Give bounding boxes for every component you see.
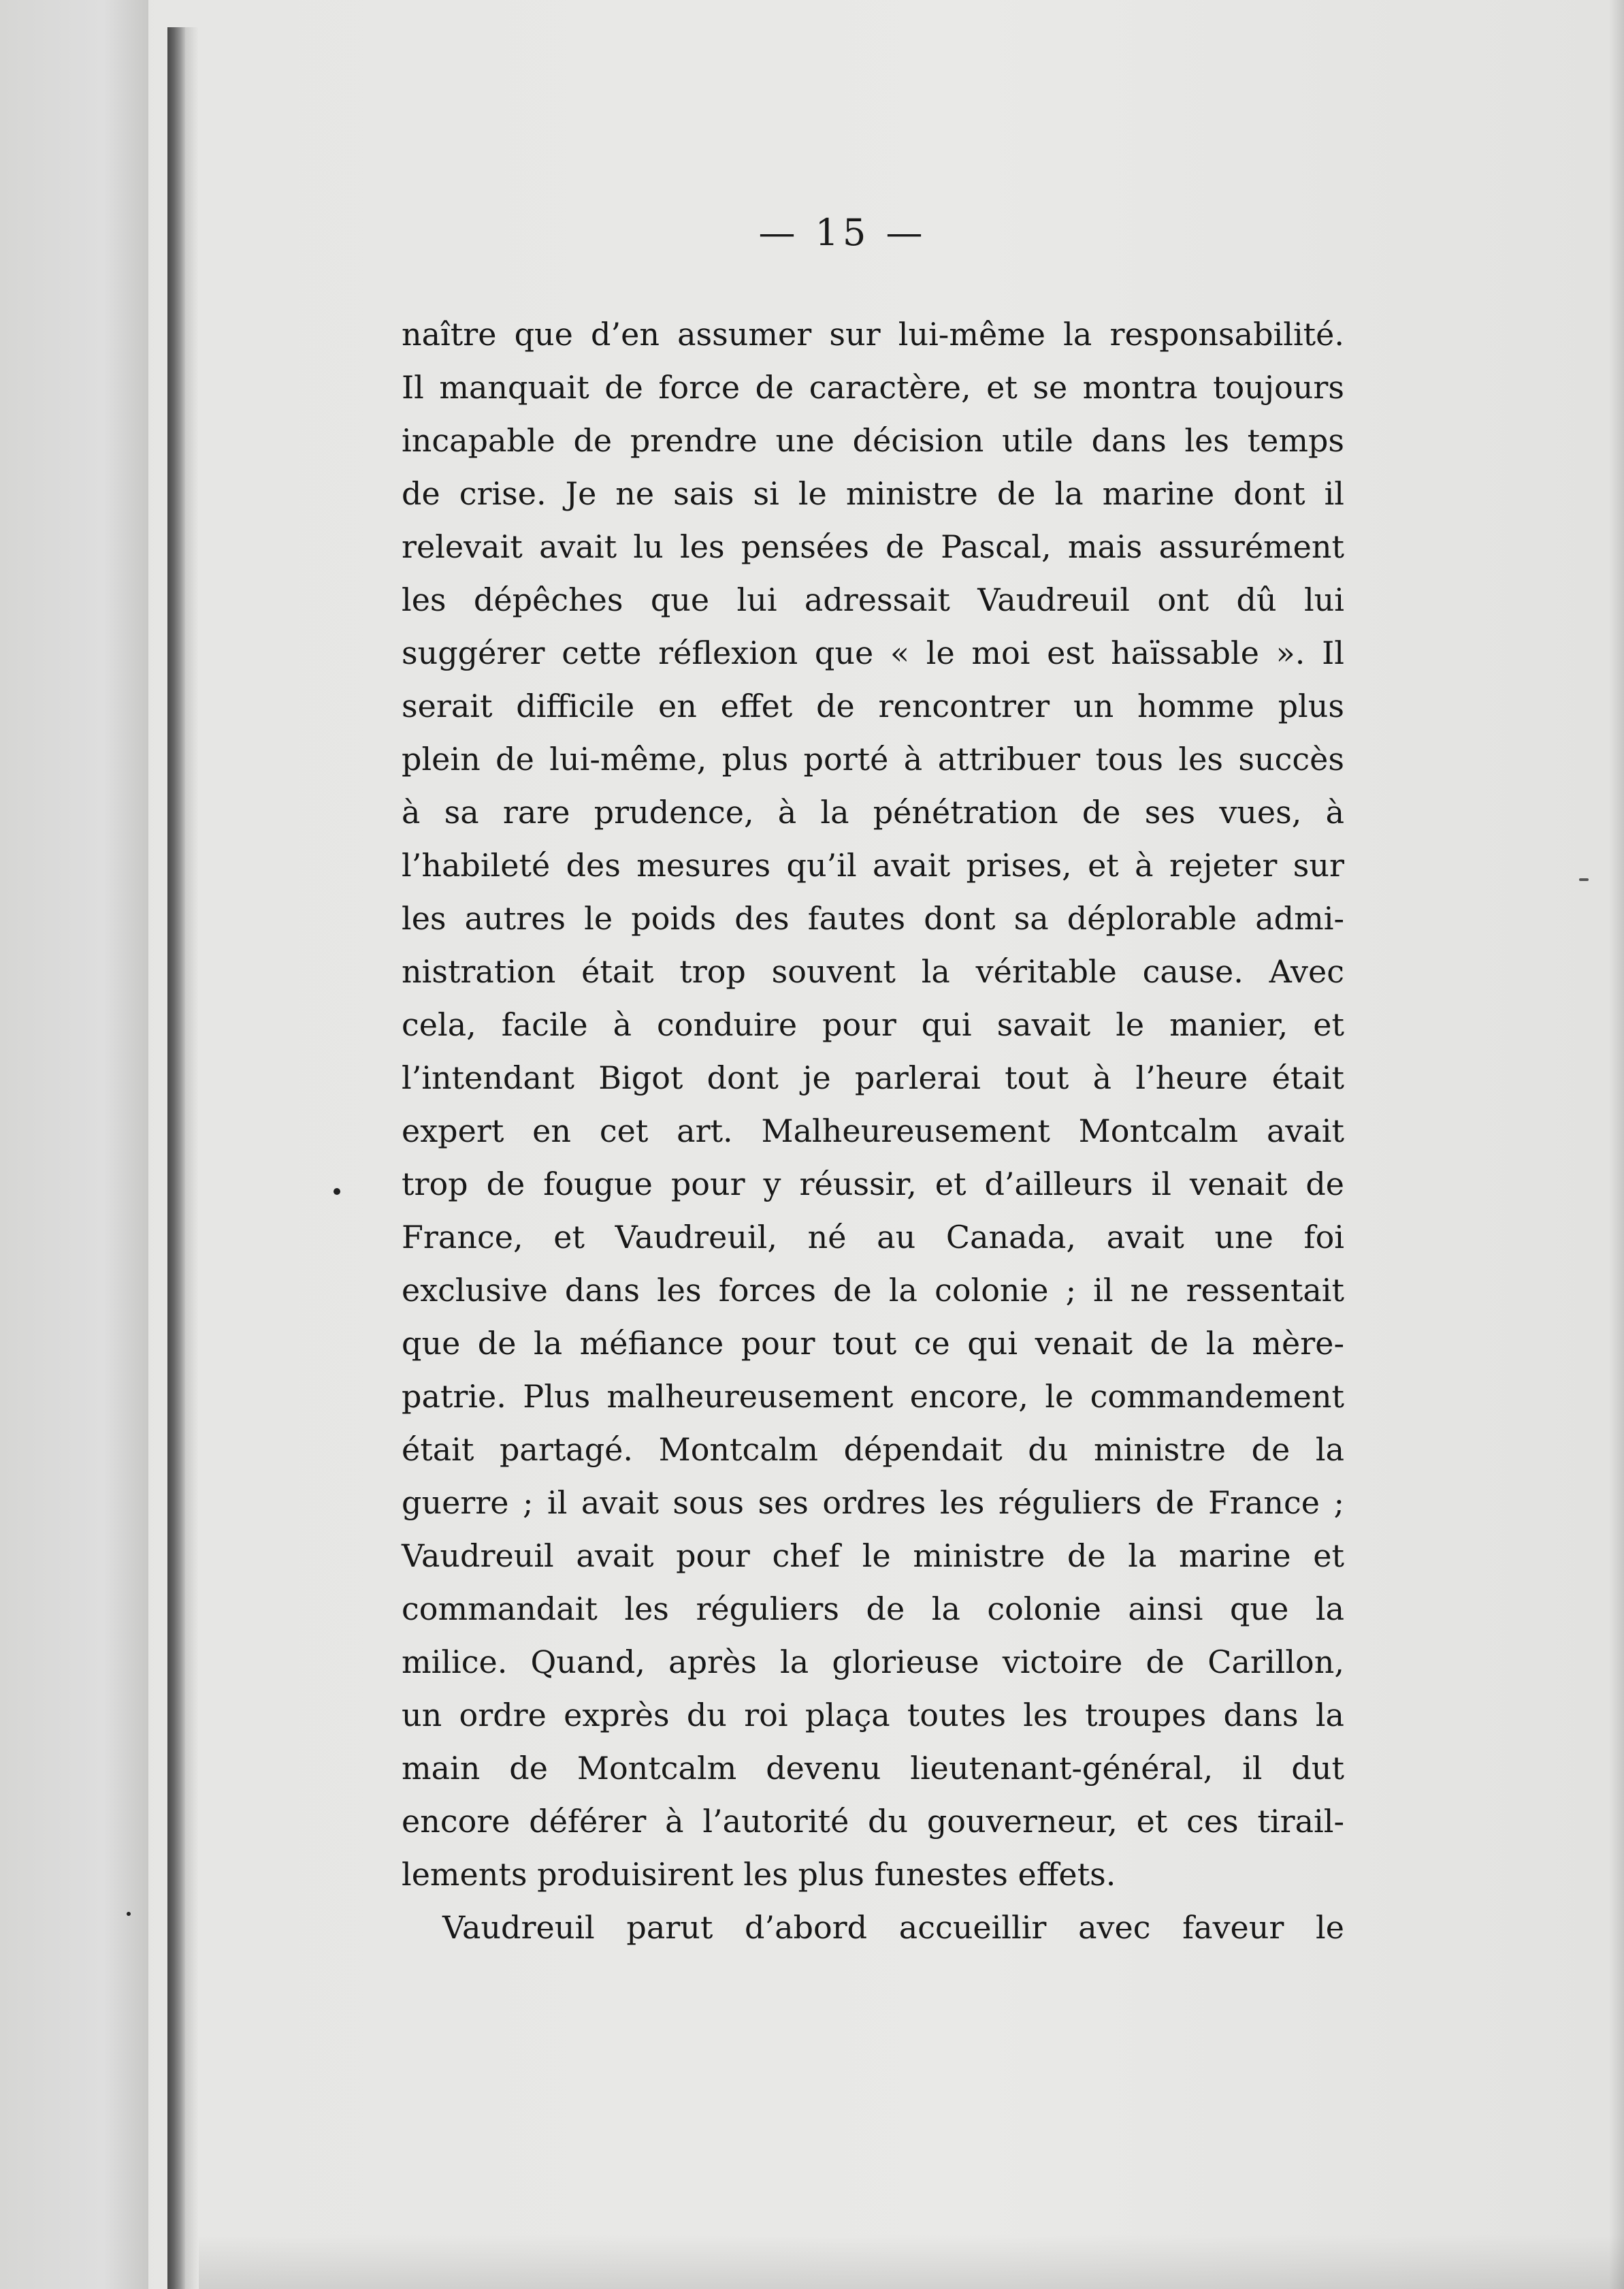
text-line: cela, facile à conduire pour qui savait le manier, et: [402, 1006, 1344, 1043]
text-line: France, et Vaudreuil, né au Canada, avait une foi: [402, 1219, 1344, 1255]
text-line: l’habileté des mesures qu’il avait prises, et à rejeter sur: [402, 847, 1344, 884]
ink-speck: [334, 1188, 340, 1195]
text-line: suggérer cette réflexion que « le moi est haïssable ». Il: [402, 635, 1344, 671]
paragraph-start-line: Vaudreuil parut d’abord accueillir avec faveur le: [442, 1909, 1344, 1946]
text-line: commandait les réguliers de la colonie ainsi que la: [402, 1590, 1344, 1627]
text-line: était partagé. Montcalm dépendait du ministre de la: [402, 1431, 1344, 1468]
text-line: Il manquait de force de caractère, et se montra toujours: [402, 369, 1344, 406]
text-line: les autres le poids des fautes dont sa déplorable admi-: [402, 900, 1344, 937]
binding-shadow: [185, 27, 199, 2289]
page-number: — 15 —: [758, 211, 927, 254]
text-line: plein de lui-même, plus porté à attribuer tous les succès: [402, 741, 1344, 778]
text-line: que de la méfiance pour tout ce qui venait de la mère-: [402, 1325, 1344, 1362]
text-line: exclusive dans les forces de la colonie ; il ne ressentait: [402, 1272, 1344, 1309]
text-line: patrie. Plus malheureusement encore, le commandement: [402, 1378, 1344, 1415]
text-line: l’intendant Bigot dont je parlerai tout à l’heure était: [402, 1059, 1344, 1096]
text-line: de crise. Je ne sais si le ministre de la marine dont il: [402, 475, 1344, 512]
ink-speck: [1579, 878, 1589, 881]
text-line: relevait avait lu les pensées de Pascal, mais assurément: [402, 528, 1344, 565]
binding-edge: [167, 27, 185, 2289]
text-line: milice. Quand, après la glorieuse victoire de Carillon,: [402, 1644, 1344, 1680]
text-line: serait difficile en effet de rencontrer un homme plus: [402, 688, 1344, 724]
text-line: main de Montcalm devenu lieutenant-général, il dut: [402, 1750, 1344, 1787]
text-line: encore déférer à l’autorité du gouverneur, et ces tirail-: [402, 1803, 1344, 1840]
text-line: naître que d’en assumer sur lui-même la responsabilité.: [402, 316, 1344, 353]
ink-speck: [127, 1912, 131, 1916]
paragraph-end-line: lements produisirent les plus funestes effets.: [402, 1856, 1116, 1893]
text-line: incapable de prendre une décision utile dans les temps: [402, 422, 1344, 459]
text-line: nistration était trop souvent la véritable cause. Avec: [402, 953, 1344, 990]
text-line: expert en cet art. Malheureusement Montcalm avait: [402, 1113, 1344, 1149]
text-line: un ordre exprès du roi plaça toutes les troupes dans la: [402, 1697, 1344, 1733]
text-line: les dépêches que lui adressait Vaudreuil ont dû lui: [402, 581, 1344, 618]
text-line: guerre ; il avait sous ses ordres les réguliers de France ;: [402, 1484, 1344, 1521]
page-gutter: [0, 0, 148, 2289]
text-line: trop de fougue pour y réussir, et d’ailleurs il venait de: [402, 1166, 1344, 1202]
text-line: à sa rare prudence, à la pénétration de ses vues, à: [402, 794, 1344, 831]
page-right-edge: [1609, 0, 1624, 2289]
body-text: [402, 308, 1344, 1954]
text-line: Vaudreuil avait pour chef le ministre de la marine et: [402, 1537, 1344, 1574]
page-bottom-edge: [199, 2235, 1624, 2289]
